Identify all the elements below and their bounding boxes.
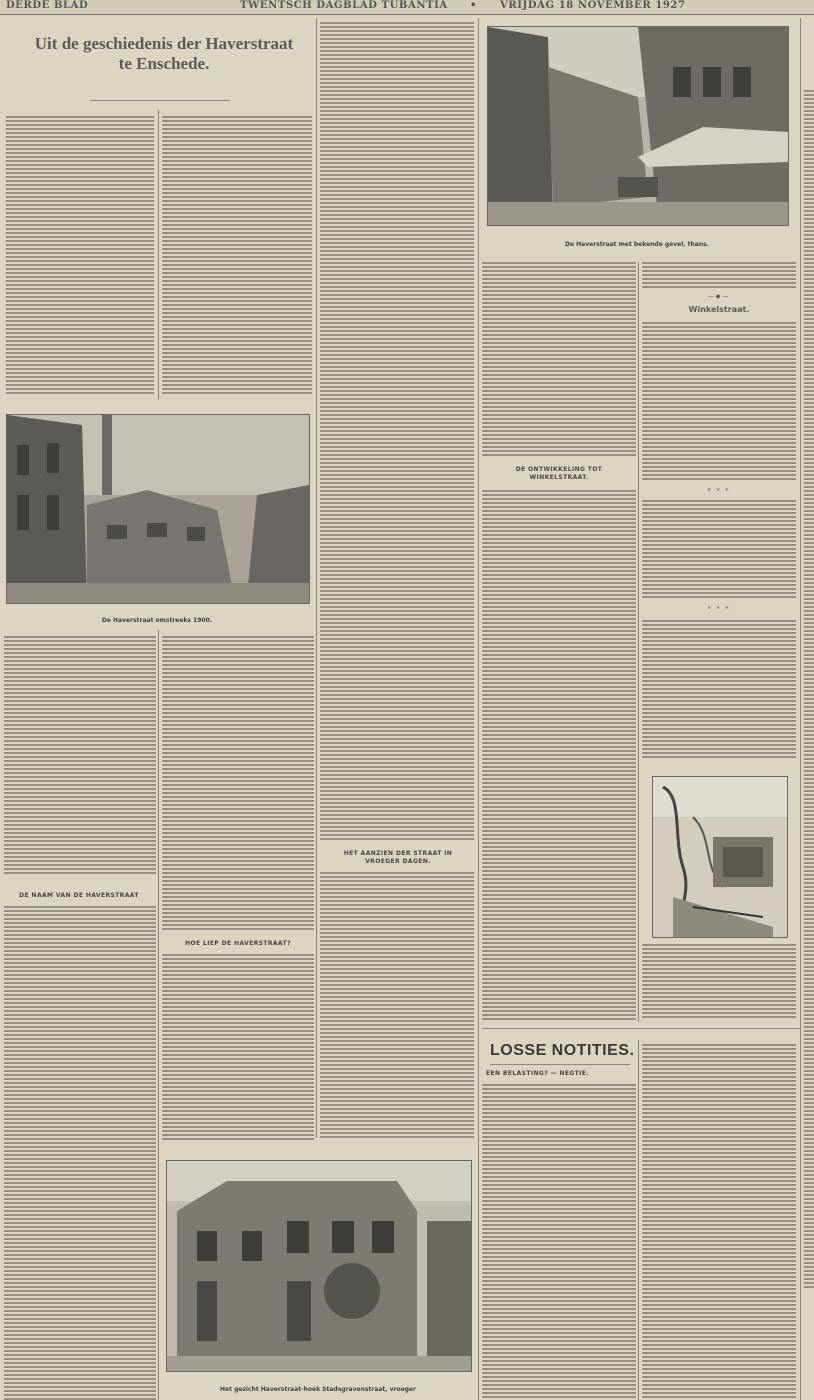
column-rule [638, 262, 639, 1022]
article-text-block [642, 1044, 796, 1400]
masthead-separator: • [470, 0, 477, 11]
losse-notities-subhead: EEN BELASTING? — NEGTIE. [486, 1070, 589, 1077]
masthead [0, 0, 814, 15]
article-text-block [642, 262, 796, 288]
subhead-aanzien [318, 850, 478, 866]
adjacent-column-edge [804, 90, 814, 1290]
photo-haverstraat-hoek [166, 1160, 472, 1372]
photo-haverstraat-thans [487, 26, 789, 226]
caption-photo-1900: De Haverstraat omstreeks 1900. [101, 617, 213, 624]
title-underline [490, 1064, 630, 1065]
article-text-block [482, 262, 636, 458]
article-title-line1: Uit de geschiedenis der Haverstraat [34, 34, 294, 53]
article-text-block [162, 636, 314, 932]
subhead-aanzien-line2: VROEGER DAGEN. [365, 857, 431, 865]
caption-photo-thans: De Haverstraat met bekende gevel, thans. [565, 241, 709, 248]
column-rule [316, 18, 317, 1138]
subhead-naam: DE NAAM VAN DE HAVERSTRAAT [19, 892, 139, 899]
article-text-block [162, 954, 314, 1140]
article-text-block [642, 322, 796, 482]
article-text-block [4, 906, 156, 1400]
column-rule [800, 18, 801, 1400]
caption-photo-hoek: Het gezicht Haverstraat-hoek Stadsgravenstraat, vroeger [220, 1386, 416, 1393]
article-title-line2: te Enschede. [118, 53, 210, 73]
section-label: DERDE BLAD [6, 0, 89, 11]
article-text-block [162, 116, 312, 396]
newspaper-name: TWENTSCH DAGBLAD TUBANTIA [240, 0, 448, 11]
illustration-drawing [652, 776, 788, 938]
column-rule [478, 18, 479, 1400]
losse-notities-title: LOSSE NOTITIES. [490, 1042, 635, 1059]
subhead-ontwikkeling [480, 466, 638, 482]
article-text-block [320, 22, 474, 842]
article-text-block [482, 490, 636, 1020]
photo-haverstraat-1900 [6, 414, 310, 604]
subhead-aanzien-line1: HET AANZIEN DER STRAAT IN [343, 850, 453, 857]
ornament-stars: * * * [707, 488, 731, 495]
ornament-rule: —◆— [707, 293, 731, 300]
winkelstraat-title: Winkelstraat. [688, 305, 750, 314]
subhead-ontwikkeling-line2: WINKELSTRAAT. [529, 473, 589, 481]
title-underline [90, 100, 230, 101]
column-rule [638, 1040, 639, 1400]
article-text-block [482, 1084, 636, 1400]
subhead-liep: HOE LIEP DE HAVERSTRAAT? [185, 940, 291, 947]
article-text-block [320, 872, 474, 1140]
article-text-block [4, 636, 156, 874]
column-rule [158, 630, 159, 1400]
subhead-ontwikkeling-line1: DE ONTWIKKELING TOT [515, 466, 603, 473]
article-text-block [6, 116, 154, 396]
ornament-stars: * * * [707, 606, 731, 613]
section-rule [482, 1028, 800, 1029]
column-rule [158, 110, 159, 400]
article-text-block [642, 944, 796, 1020]
article-title [14, 34, 314, 73]
article-text-block [642, 500, 796, 600]
article-text-block [642, 620, 796, 760]
issue-date: VRIJDAG 18 NOVEMBER 1927 [500, 0, 686, 11]
